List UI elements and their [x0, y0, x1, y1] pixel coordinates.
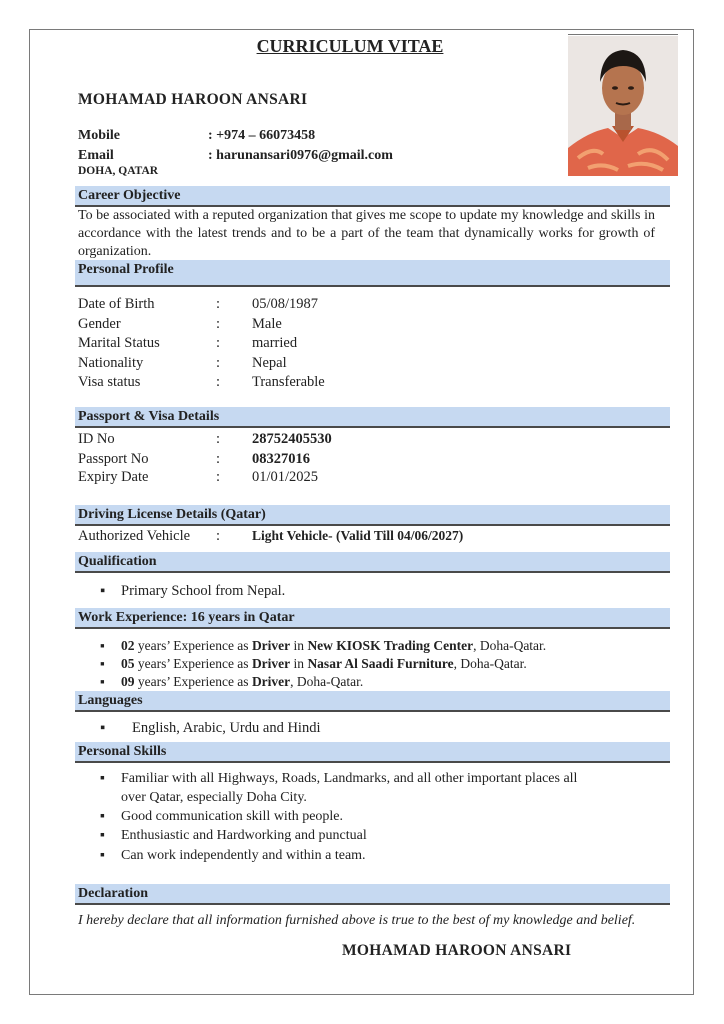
mobile-label: Mobile	[78, 128, 120, 143]
work-experience-heading: Work Experience: 16 years in Qatar	[75, 608, 670, 629]
marital-status-separator: :	[216, 335, 221, 351]
bullet-icon: ▪	[100, 720, 106, 736]
language-text: English, Arabic, Urdu and Hindi	[132, 720, 321, 736]
bullet-icon: ▪	[100, 656, 105, 671]
visa-status-label: Visa status	[78, 374, 141, 390]
personal-profile-heading: Personal Profile	[75, 260, 670, 287]
mobile-value: : +974 – 66073458	[208, 128, 316, 143]
bullet-icon: ▪	[100, 848, 105, 863]
candidate-name: MOHAMAD HAROON ANSARI	[78, 91, 308, 108]
skill-text: over Qatar, especially Doha City.	[121, 790, 307, 805]
bullet-icon: ▪	[100, 583, 106, 599]
skill-text: Good communication skill with people.	[121, 809, 344, 824]
email-value: : harunansari0976@gmail.com	[208, 148, 393, 163]
dob-label: Date of Birth	[78, 296, 155, 312]
gender-value: Male	[252, 316, 282, 332]
qualification-text: Primary School from Nepal.	[121, 583, 286, 599]
bullet-icon: ▪	[100, 828, 105, 843]
authorized-vehicle-separator: :	[216, 528, 221, 544]
dob-value: 05/08/1987	[252, 296, 319, 312]
signature-name: MOHAMAD HAROON ANSARI	[342, 942, 572, 959]
authorized-vehicle-label: Authorized Vehicle	[78, 528, 191, 544]
bullet-icon: ▪	[100, 771, 105, 786]
skill-text: Familiar with all Highways, Roads, Landmarks, and all other important places all	[121, 771, 578, 786]
passport-no-label: Passport No	[78, 451, 149, 467]
location: DOHA, QATAR	[78, 165, 159, 177]
visa-status-value: Transferable	[252, 374, 325, 390]
career-objective-text: To be associated with a reputed organization that gives me scope to update my knowledge and skills in accordance with the latest trends and to be a part of the team that dynamically works for growth of organization.	[78, 208, 655, 259]
nationality-value: Nepal	[252, 355, 287, 371]
qualification-heading: Qualification	[75, 552, 670, 573]
gender-label: Gender	[78, 316, 121, 332]
work-item-text: 05 years’ Experience as Driver in Nasar Al Saadi Furniture, Doha-Qatar.	[121, 656, 527, 671]
gender-separator: :	[216, 316, 221, 332]
career-objective-heading: Career Objective	[75, 186, 670, 207]
dob-separator: :	[216, 296, 221, 312]
passport-heading: Passport & Visa Details	[75, 407, 670, 428]
marital-status-label: Marital Status	[78, 335, 160, 351]
expiry-date-separator: :	[216, 469, 221, 485]
bullet-icon: ▪	[100, 809, 105, 824]
profile-photo	[568, 36, 678, 176]
bullet-icon: ▪	[100, 674, 105, 689]
nationality-separator: :	[216, 355, 221, 371]
expiry-date-value: 01/01/2025	[252, 469, 319, 485]
email-label: Email	[78, 148, 114, 163]
work-item-text: 02 years’ Experience as Driver in New KIOSK Trading Center, Doha-Qatar.	[121, 638, 547, 653]
bullet-icon: ▪	[100, 638, 105, 653]
document-title: CURRICULUM VITAE	[256, 36, 444, 56]
personal-skills-heading: Personal Skills	[75, 742, 670, 763]
photo-top-rule	[568, 34, 678, 35]
passport-no-value: 08327016	[252, 451, 310, 467]
skill-text: Enthusiastic and Hardworking and punctual	[121, 828, 367, 843]
visa-status-separator: :	[216, 374, 221, 390]
work-item-text: 09 years’ Experience as Driver, Doha-Qatar.	[121, 674, 364, 689]
id-no-value: 28752405530	[252, 431, 332, 447]
authorized-vehicle-value: Light Vehicle- (Valid Till 04/06/2027)	[252, 528, 464, 543]
declaration-heading: Declaration	[75, 884, 670, 905]
expiry-date-label: Expiry Date	[78, 469, 149, 485]
id-no-separator: :	[216, 431, 221, 447]
passport-no-separator: :	[216, 451, 221, 467]
languages-heading: Languages	[75, 691, 670, 712]
license-heading: Driving License Details (Qatar)	[75, 505, 670, 526]
nationality-label: Nationality	[78, 355, 144, 371]
id-no-label: ID No	[78, 431, 115, 447]
portrait-illustration	[568, 36, 678, 176]
declaration-text: I hereby declare that all information furnished above is true to the best of my knowledge and belief.	[78, 913, 636, 928]
skill-text: Can work independently and within a team.	[121, 848, 366, 863]
marital-status-value: married	[252, 335, 298, 351]
